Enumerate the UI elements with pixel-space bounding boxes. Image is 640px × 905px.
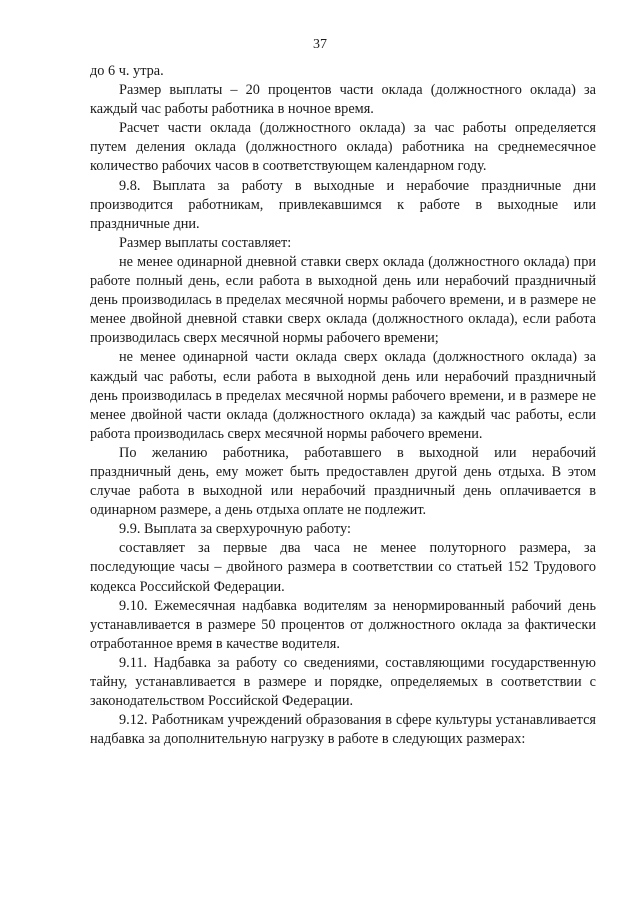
body-text <box>90 62 596 749</box>
paragraph-hourly-rate: не менее одинарной части оклада сверх оклада (должностного оклада) за каждый час работы, если работа в выходной день или нерабочий праздничный день производилась в пределах месячной нормы рабочего времени, и в размере не менее двойной части оклада (должностного оклада) за каждый час работы, если работа производилась сверх месячной нормы рабочего времени. <box>90 349 596 442</box>
paragraph-day-off: По желанию работника, работавшего в выходной или нерабочий праздничный день, ему может быть предоставлен другой день отдыха. В этом случае работа в выходной или нерабочий праздничный день оплачивается в одинарном размере, а день отдыха оплате не подлежит. <box>90 444 596 519</box>
page-number: 37 <box>313 37 327 52</box>
paragraph-9-8: 9.8. Выплата за работу в выходные и нерабочие праздничные дни производится работникам, привлекавшимся к работе в выходные или праздничные дни. <box>90 177 596 232</box>
paragraph-continuation: до 6 ч. утра. <box>90 63 164 79</box>
paragraph-payment-amount: Размер выплаты составляет: <box>119 234 292 251</box>
paragraph-daily-rate: не менее одинарной дневной ставки сверх оклада (должностного оклада) при работе полный день, если работа в выходной день или нерабочий праздничный день производилась в пределах месячной нормы рабочего времени, и в размере не менее двойной дневной ставки сверх оклада (должностного оклада), если работа производилась сверх месячной нормы рабочего времени; <box>90 253 596 347</box>
paragraph-9-12: 9.12. Работникам учреждений образования в сфере культуры устанавливается надбавка за дополнительную нагрузку в работе в следующих размерах: <box>90 712 596 748</box>
paragraph-9-11: 9.11. Надбавка за работу со сведениями, составляющими государственную тайну, устанавливается в размере и порядке, определяемых в соответствии с законодательством Российской Федерации. <box>90 654 596 710</box>
paragraph-hourly-calculation: Расчет части оклада (должностного оклада) за час работы определяется путем деления оклада (должностного оклада) работника на среднемесячное количество рабочих часов в соответствующем календарном году. <box>90 120 596 175</box>
paragraph-overtime: составляет за первые два часа не менее полуторного размера, за последующие часы – двойного размера в соответствии со статьей 152 Трудового кодекса Российской Федерации. <box>90 540 596 595</box>
paragraph-night-rate: Размер выплаты – 20 процентов части оклада (должностного оклада) за каждый час работы работника в ночное время. <box>90 82 596 118</box>
paragraph-9-10: 9.10. Ежемесячная надбавка водителям за ненормированный рабочий день устанавливается в размере 50 процентов от должностного оклада за фактически отработанное время в качестве водителя. <box>90 597 596 652</box>
paragraph-9-9: 9.9. Выплата за сверхурочную работу: <box>119 521 351 538</box>
